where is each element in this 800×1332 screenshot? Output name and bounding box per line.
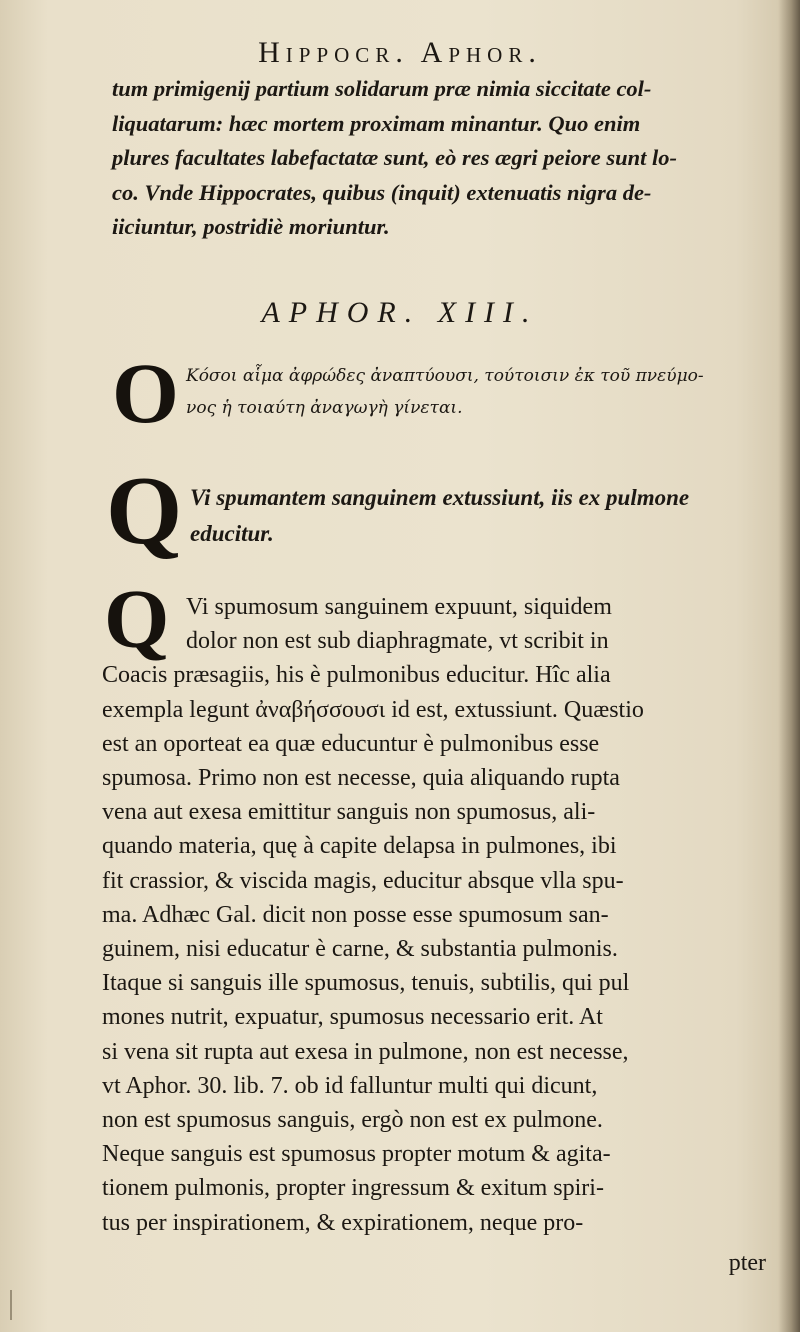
commentary-line: tus per inspirationem, & expirationem, neque pro- [102,1209,584,1236]
aphorism-title: APHOR. XIII. [261,296,539,329]
text-line: co. Vnde Hippocrates, quibus (inquit) extenuatis nigra de- [112,179,652,205]
commentary-line: tionem pulmonis, propter ingressum & exitum spiri- [102,1175,604,1202]
greek-aphorism [186,360,786,424]
latin-translation [190,480,790,552]
commentary-line: vena aut exesa emittitur sanguis non spumosus, ali- [102,799,596,826]
commentary-line: ma. Adhæc Gal. dicit non posse esse spumosum san- [102,901,609,928]
commentary-line: exempla legunt ἀναβήσσουσι id est, extussiunt. Quæstio [102,696,644,723]
commentary-line: Neque sanguis est spumosus propter motum & agita- [102,1141,611,1168]
intro-italic-paragraph [112,72,792,245]
margin-mark [10,1290,12,1320]
greek-line: νος ἡ τοιαύτη ἀναγωγὴ γίνεται. [186,398,463,418]
commentary-line: fit crassior, & viscida magis, educitur absque vlla spu- [102,867,624,894]
text-line: liquatarum: hæc mortem proximam minantur. Quo enim [112,110,641,136]
commentary-line: Itaque si sanguis ille spumosus, tenuis, subtilis, qui pul [102,970,630,997]
commentary-line: Coacis præsagiis, his è pulmonibus educitur. Hîc alia [102,662,611,689]
commentary-dropcap: Q [104,573,170,666]
commentary-line: guinem, nisi educatur è carne, & substantia pulmonis. [102,936,618,963]
commentary-line: est an oporteat ea quæ educuntur è pulmonibus esse [102,730,600,757]
text-line: iiciuntur, postridiè moriuntur. [112,214,390,239]
text-line: plures facultates labefactatæ sunt, eò res ægri peiore sunt lo- [112,145,678,170]
latin-dropcap: Q [106,457,183,565]
latin-line: educitur. [190,521,274,546]
commentary-line: dolor non est sub diaphragmate, vt scribit in [186,628,609,655]
greek-dropcap: O [112,345,179,441]
commentary-line: Vi spumosum sanguinem expuunt, siquidem [186,594,612,620]
commentary-paragraph [102,590,792,1240]
commentary-line: spumosa. Primo non est necesse, quia aliquando rupta [102,765,620,792]
commentary-line: mones nutrit, expuatur, spumosus necessario erit. At [102,1004,603,1031]
text-line: tum primigenij partium solidarum præ nimia siccitate col- [112,76,652,101]
running-header: Hippocr. Aphor. [258,36,542,69]
commentary-line: quando materia, quę à capite delapsa in pulmones, ibi [102,833,617,860]
greek-line: Κόσοι αἷμα ἀφρώδες ἀναπτύουσι, τούτοισιν ἐκ τοῦ πνεύμο- [186,366,704,386]
commentary-line: non est spumosus sanguis, ergò non est ex pulmone. [102,1107,603,1134]
catchword: pter [728,1250,766,1276]
commentary-line: vt Aphor. 30. lib. 7. ob id falluntur multi qui dicunt, [102,1072,598,1099]
latin-line: Vi spumantem sanguinem extussiunt, iis ex pulmone [190,485,690,510]
commentary-line: si vena sit rupta aut exesa in pulmone, non est necesse, [102,1038,629,1065]
